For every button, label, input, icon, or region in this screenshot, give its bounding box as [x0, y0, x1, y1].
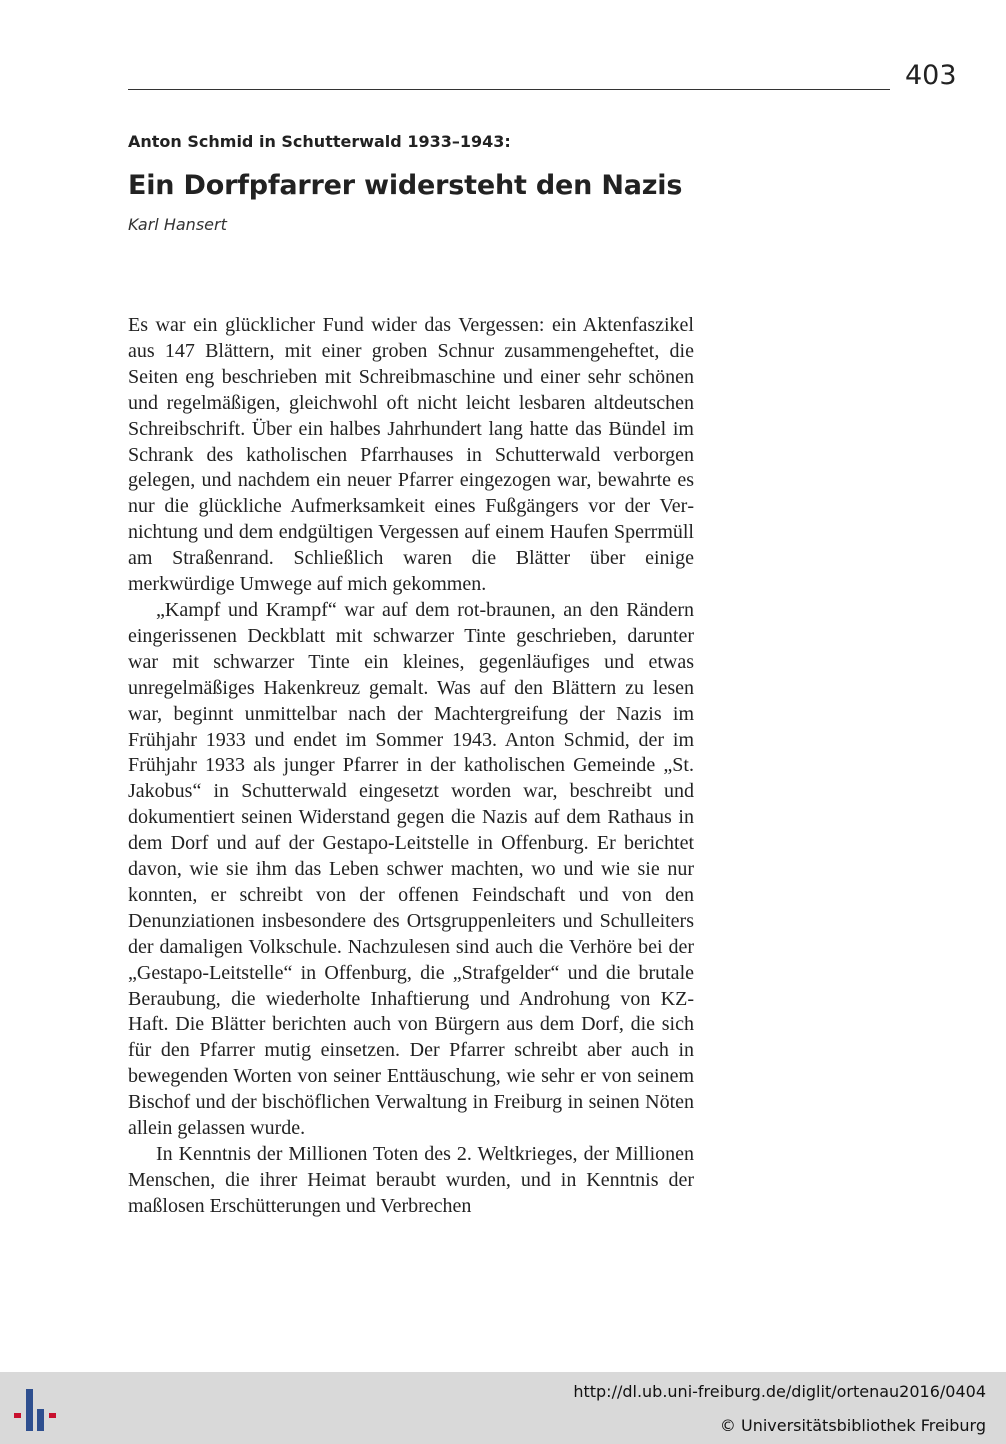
- footer-bar: [0, 1372, 1006, 1444]
- logo-bar-left: [14, 1413, 21, 1418]
- page-number: 403: [905, 60, 957, 91]
- header-rule: [128, 89, 890, 90]
- paragraph-1: Es war ein glücklicher Fund wider das Vergessen: ein Aktenfaszikel aus 147 Blättern, mit einer groben Schnur zusammengeheftet, die Seiten eng beschrieben mit Schreibmaschine und einer sehr schönen und regelmäßigen, gleichwohl oft nicht leicht lesbaren altdeutschen Schreibschrift. Über ein halbes Jahrhundert lang hatte das Bündel im Schrank des katholischen Pfarrhauses in Schutterwald verborgen gelegen, und nachdem ein neuer Pfarrer eingezogen war, bewahrte es nur die glückliche Aufmerksamkeit eines Fußgängers vor der Vernichtung und dem endgültigen Vergessen auf einem Haufen Sperrmüll am Straßenrand. Schließlich waren die Blätter über einige merkwürdige Umwege auf mich gekommen.: [128, 314, 694, 596]
- library-logo-icon: [12, 1383, 64, 1435]
- logo-bar-right: [49, 1413, 56, 1418]
- paragraph-3: In Kenntnis der Millionen Toten des 2. Weltkrieges, der Millionen Menschen, die ihrer Heimat beraubt wurden, und in Kenntnis der maßlosen Erschütterungen und Verbrechen: [128, 1143, 694, 1217]
- footer-copyright: © Universitätsbibliothek Freiburg: [719, 1416, 986, 1435]
- article-author: Karl Hansert: [128, 215, 227, 234]
- article-title: Ein Dorfpfarrer widersteht den Nazis: [128, 170, 683, 201]
- paragraph-2: „Kampf und Krampf“ war auf dem rot-braunen, an den Rändern eingerissenen Deckblatt mit schwarzer Tinte geschrieben, darunter war mit schwarzer Tinte ein kleines, gegenläufiges und etwas unregelmäßiges Hakenkreuz gemalt. Was auf den Blättern zu lesen war, beginnt unmittelbar nach der Machtergreifung der Nazis im Frühjahr 1933 und endet im Sommer 1943. Anton Schmid, der im Frühjahr 1933 als junger Pfarrer in der katholischen Gemeinde „St. Jakobus“ in Schutterwald eingesetzt worden war, beschreibt und dokumentiert seinen Widerstand gegen die Nazis auf dem Rathaus in dem Dorf und auf der Gestapo-Leitstelle in Offenburg. Er berichtet davon, wie sie ihm das Leben schwer machten, wo und wie sie nur konnten, er schreibt von der offenen Feindschaft und von den Denunziationen insbesondere des Ortsgruppenleiters und Schulleiters der damaligen Volkschule. Nachzulesen sind auch die Verhöre bei der „Gestapo-Leitstelle“ in Offenburg, die „Strafgelder“ und die brutale Beraubung, die wiederholte Inhaftierung und Androhung von KZ-Haft. Die Blätter berichten auch von Bürgern aus dem Dorf, die sich für den Pfarrer mutig einsetzen. Der Pfarrer schreibt aber auch in bewegenden Worten von seiner Enttäuschung, wie sehr er von seinem Bischof und der bischöflichen Verwaltung in Freiburg in seinen Nöten allein gelassen wurde.: [128, 598, 694, 1140]
- article-kicker: Anton Schmid in Schutterwald 1933–1943:: [128, 132, 511, 151]
- logo-bar-center-tall: [26, 1389, 33, 1431]
- footer-url-link[interactable]: http://dl.ub.uni-freiburg.de/diglit/ortenau2016/0404: [573, 1382, 986, 1401]
- logo-bar-center-short: [37, 1409, 44, 1431]
- article-body: [128, 313, 694, 1220]
